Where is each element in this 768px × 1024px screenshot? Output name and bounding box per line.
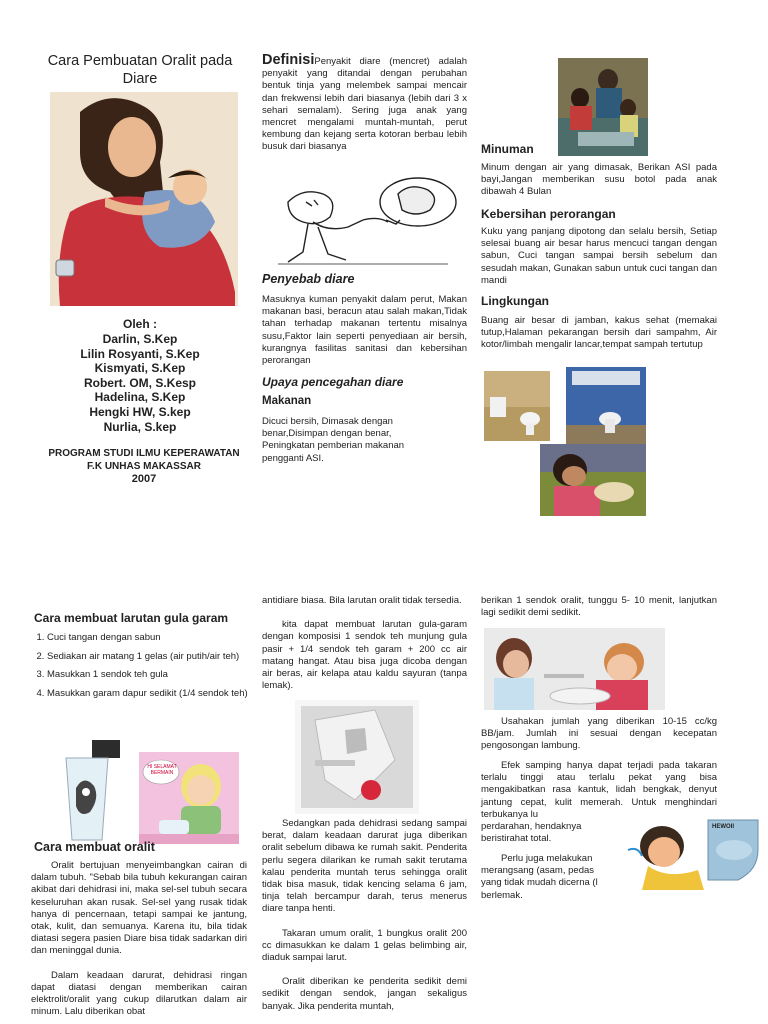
minuman-text: Minum dengan air yang dimasak, Berikan ASI pada bayi,Jangan memberikan susu botol pada anak dibawah 4 Bulan bbox=[481, 162, 717, 198]
kebersihan-heading: Kebersihan perorangan bbox=[481, 207, 616, 221]
author-name: Nurlia, S.kep bbox=[103, 419, 177, 434]
paragraph: Dalam keadaan darurat, dehidrasi ringan dapat diatasi dengan memberikan cairan elektrolit/oralit yang cukup dilarutkan dalam air minum. Lalu diberikan obat bbox=[31, 969, 247, 1018]
kebersihan-text: Kuku yang panjang dipotong dan selalu bersih, Setiap selesai buang air besar harus mencuci tangan dengan sabun, Cuci tangan sampai bersih sebelum dan sesudah makan, Gunakan sabun untuk cuci tangan dan mandi bbox=[481, 226, 717, 286]
paragraph: Sedangkan pada dehidrasi sedang sampai berat, dalam keadaan darurat juga diberikan oralit sebelum dibawa ke rumah sakit. Penderita perlu segera dilarikan ke rumah sakit terutama kalau penderita muntah terus sehingga oralit tidak bisa masuk, tidak kencing selama 6 jam, tinja telah bercampur darah, terus menerus diare tanpa henti. bbox=[262, 818, 467, 915]
text-line: Perlu juga melakukan bbox=[501, 853, 593, 864]
makanan-heading: Makanan bbox=[262, 395, 312, 407]
penyebab-text: Masuknya kuman penyakit dalam perut, Makan makanan basi, beracun atau salah makan,Tidak tahan terhadap makanan tertentu misalnya susu,Faktor lain seperti penyediaan air bersih, kurangnya fasilitas sanitasi dan kebersihan perorangan bbox=[262, 294, 467, 367]
paragraph: Efek samping hanya dapat terjadi pada takaran terlalu tinggi atau terlalu pekat yang bisa mengakibatkan rasa kantuk, lidah bengkak, denyut jantung cepat, kulit memerah. Untuk menghindari terbukanya lu bbox=[481, 760, 717, 820]
oralit-text bbox=[31, 860, 247, 1024]
oralit-sachet-illustration bbox=[295, 700, 419, 814]
author-name: Hadelina, S.Kep bbox=[94, 390, 186, 405]
oralit-heading: Cara membuat oralit bbox=[34, 840, 155, 854]
oralit-dosing-text: berikan 1 sendok oralit, tunggu 5- 10 menit, lanjutkan lagi sedikit demi sedikit. bbox=[481, 595, 717, 619]
jumlah-text bbox=[481, 716, 717, 753]
text-line: perdarahan, hendaknya bbox=[481, 821, 582, 832]
paragraph: Takaran umum oralit, 1 bungkus oralit 200 cc dimasukkan ke dalam 1 gelas belimbing air, diaduk sampai larut. bbox=[262, 927, 467, 964]
program-name: PROGRAM STUDI ILMU KEPERAWATAN bbox=[48, 448, 240, 459]
children-washing-photo bbox=[558, 58, 648, 156]
author-name: Hengki HW, S.kep bbox=[89, 404, 191, 419]
cartoon-label: HEWOII bbox=[712, 824, 734, 830]
text-line: merangsang (asam, pedas bbox=[481, 865, 595, 877]
glass-water-illustration bbox=[46, 736, 124, 844]
author-name: Darlin, S.Kep bbox=[102, 332, 178, 346]
text-line: yang tidak mudah dicerna (l bbox=[481, 877, 598, 889]
paragraph: Usahakan jumlah yang diberikan 10-15 cc/kg BB/jam. Jumlah ini sesuai dengan kecepatan pengosongan lambung. bbox=[481, 716, 717, 752]
program-info bbox=[30, 448, 258, 486]
cover-title: Cara Pembuatan Oralit pada Diare bbox=[47, 53, 233, 87]
diet-text bbox=[481, 853, 621, 902]
upaya-heading: Upaya pencegahan diare bbox=[262, 375, 404, 389]
list-item: 1. Cuci tangan dengan sabun bbox=[47, 632, 263, 644]
sick-child-cartoon bbox=[618, 810, 768, 894]
child-handwashing-photo bbox=[540, 444, 646, 516]
dehidrasi-text bbox=[262, 818, 467, 1013]
paragraph: Oralit diberikan ke penderita sedikit demi sedikit dengan sendok, jangan sekaligus banyak. Jika penderita muntah, bbox=[262, 976, 467, 1012]
list-item: 2. Sediakan air matang 1 gelas (air putih/air teh) bbox=[47, 651, 263, 663]
minuman-heading: Minuman bbox=[481, 142, 534, 156]
text-line: berlemak. bbox=[481, 889, 523, 901]
speech-bubble-text: HI SELAMAT BERMAIN bbox=[147, 764, 177, 776]
list-item: 4. Masukkan garam dapur sedikit (1/4 sendok teh) bbox=[47, 688, 263, 700]
paragraph: Oralit bertujuan menyeimbangkan cairan di dalam tubuh. "Sebab bila tubuh kekurangan cairan akibat dari dehidrasi ini, maka sel-sel tubuh secara keseluruhan akan rusak. Sel-sel yang rusak tidak hanya di pencernaan, tetapi sampai ke jantung, otak, kulit, dan semuanya. Karena itu, bila tidak diatasi segera pasien Diare bisa tidak sadarkan diri dan meninggal dunia. bbox=[31, 860, 247, 957]
diarrhea-cartoon bbox=[268, 172, 460, 268]
gula-garam-heading: Cara membuat larutan gula garam bbox=[34, 611, 229, 625]
author-name: Robert. OM, S.Kesp bbox=[83, 375, 196, 390]
lingkungan-text: Buang air besar di jamban, kakus sehat (memakai tutup,Halaman pekarangan bersih dari sampahm, Air kotor/limbah mengalir lancar,tempat sampah tertutup bbox=[481, 315, 717, 351]
toilet-photo-2 bbox=[566, 367, 646, 449]
text-line: beristirahat total. bbox=[481, 833, 552, 845]
girl-cartoon-illustration bbox=[139, 752, 239, 844]
toilet-photo-1 bbox=[484, 371, 550, 441]
lingkungan-heading: Lingkungan bbox=[481, 294, 549, 308]
makanan-text: Dicuci bersih, Dimasak dengan benar,Disimpan dengan benar, Peningkatan pemberian makanan pengganti ASI. bbox=[262, 416, 405, 464]
year: 2007 bbox=[131, 473, 157, 485]
efek-samping-fragment bbox=[481, 821, 621, 845]
paragraph: kita dapat membuat larutan gula-garam dengan komposisi 1 sendok teh munjung gula pasir + 1/4 sendok teh garam + 200 cc air matang hangat. Atau bisa juga dicoba dengan air beras, air kelapa atau kaldu sayuran (tanpa lemak). bbox=[262, 619, 467, 692]
definisi-block bbox=[262, 54, 467, 154]
mother-baby-illustration bbox=[50, 92, 238, 306]
author-list bbox=[40, 332, 240, 434]
feeding-child-photo bbox=[484, 628, 665, 710]
definisi-heading: Definisi bbox=[262, 52, 315, 68]
author-name: Lilin Rosyanti, S.Kep bbox=[80, 346, 200, 361]
penyebab-heading: Penyebab diare bbox=[262, 272, 355, 286]
definisi-text: Penyakit diare (mencret) adalah penyakit yang ditandai dengan perubahan bentuk tinja yang melembek sampai mencair dan frekwensi lebih dari biasanya (lebih dari 3 x sehari semalam). Sering juga anak yang mencret mengalami muntah-muntah, perut kembung dan kejang serta kotoran berbau lebih busuk dari biasanya bbox=[262, 56, 467, 153]
author-name: Kismyati, S.Kep bbox=[94, 361, 186, 376]
faculty-name: F.K UNHAS MAKASSAR bbox=[87, 460, 201, 472]
oleh-label: Oleh : bbox=[122, 317, 157, 331]
paragraph: antidiare biasa. Bila larutan oralit tidak tersedia. bbox=[262, 595, 462, 606]
list-item: 3. Masukkan 1 sendok teh gula bbox=[47, 669, 263, 681]
oralit-continued-text bbox=[262, 595, 467, 692]
gula-garam-steps bbox=[31, 632, 263, 706]
